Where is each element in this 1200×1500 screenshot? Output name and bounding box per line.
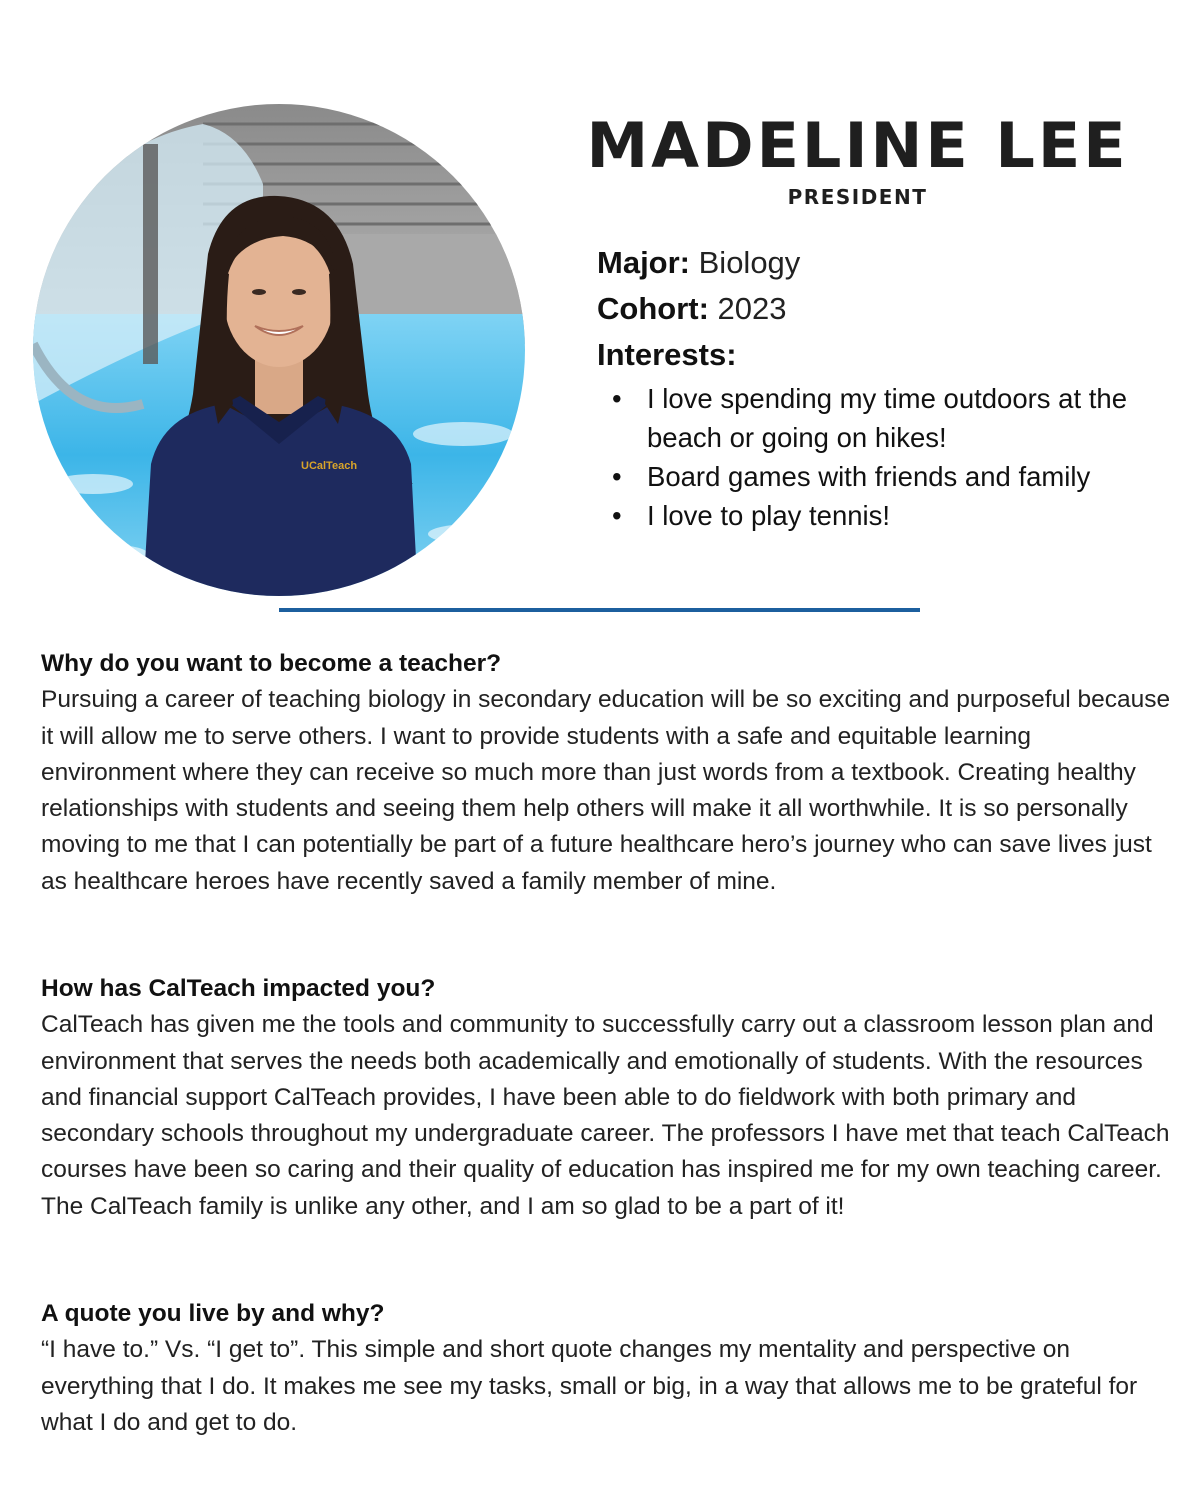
question-heading: Why do you want to become a teacher?: [41, 650, 502, 677]
major-value: Biology: [698, 245, 801, 280]
profile-name: MADELINE LEE: [586, 109, 1129, 182]
answer-paragraph: Pursuing a career of teaching biology in secondary education will be so exciting and purposeful because it will allow me to serve others. I want to provide students with a safe and equitable learning environment where they can receive so much more than just words from a textbook. Creating healthy relationships with students and seeing them help others will make it all worthwhile. It is so personally moving to me that I can potentially be part of a future healthcare hero’s journey who can save lives just as healthcare heroes have recently saved a family member of mine.: [41, 686, 1171, 895]
section-divider: [279, 608, 920, 612]
cohort-value: 2023: [717, 291, 787, 326]
qa-section-teacher: [41, 646, 1171, 900]
interest-text: I love spending my time outdoors at the beach or going on hikes!: [647, 383, 1127, 453]
interest-text: Board games with friends and family: [647, 461, 1091, 492]
answer-paragraph: “I have to.” Vs. “I get to”. This simple and short quote changes my mentality and perspective on everything that I do. It makes me see my tasks, small or big, in a way that allows me to be grateful for what I do and get to do.: [41, 1336, 1138, 1436]
major-label: Major:: [597, 245, 690, 280]
profile-photo-illustration: [33, 104, 525, 596]
interests-list: [612, 379, 1172, 535]
cohort-row: [597, 286, 1177, 332]
bullet-icon: •: [612, 461, 622, 492]
profile-info: [597, 240, 1177, 378]
qa-section-calteach: [41, 971, 1171, 1225]
qa-section-quote: [41, 1296, 1171, 1441]
profile-role: PRESIDENT: [787, 185, 928, 209]
interests-row: [597, 332, 1177, 378]
answer-paragraph: CalTeach has given me the tools and community to successfully carry out a classroom lesson plan and environment that serves the needs both academically and emotionally of students. With the resources and financial support CalTeach provides, I have been able to do fieldwork with both primary and secondary schools throughout my undergraduate career. The professors I have met that teach CalTeach courses have been so caring and their quality of education has inspired me for my own teaching career. The CalTeach family is unlike any other, and I am so glad to be a part of it!: [41, 1011, 1170, 1220]
profile-photo: [33, 104, 525, 596]
question-heading: A quote you live by and why?: [41, 1300, 385, 1327]
bullet-icon: •: [612, 383, 622, 414]
list-item: [612, 457, 1172, 496]
interest-text: I love to play tennis!: [647, 500, 891, 531]
question-heading: How has CalTeach impacted you?: [41, 975, 436, 1002]
major-row: [597, 240, 1177, 286]
interests-label: Interests:: [597, 337, 737, 372]
list-item: [612, 496, 1172, 535]
cohort-label: Cohort:: [597, 291, 709, 326]
shirt-logo-text: UCalTeach: [301, 460, 358, 472]
bullet-icon: •: [612, 500, 622, 531]
list-item: [612, 379, 1172, 457]
